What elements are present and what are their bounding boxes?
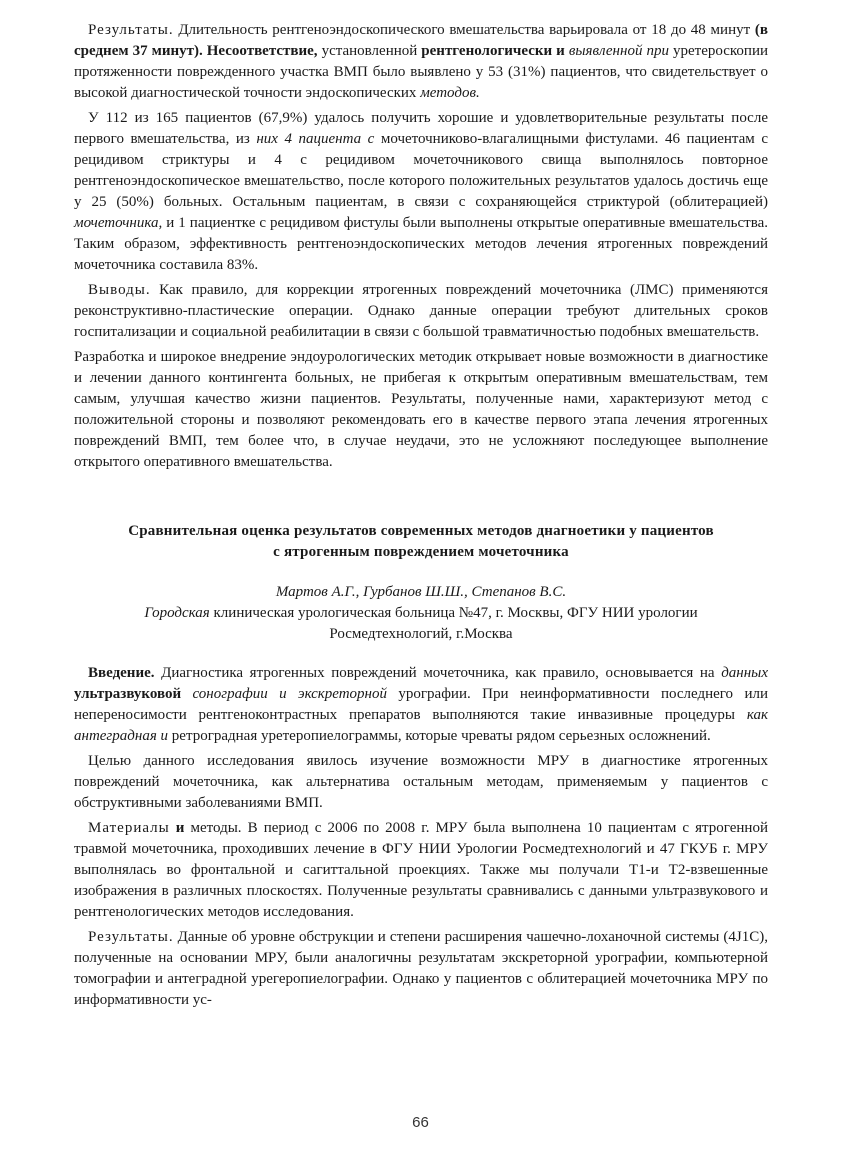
document-page bbox=[74, 20, 768, 1015]
article-title-line-2: с ятрогенным повреждением мочеточника bbox=[273, 544, 569, 560]
section-lead: Материалы bbox=[88, 820, 170, 836]
section-lead: Результаты. bbox=[88, 929, 174, 945]
paragraph-methods: Материалы и методы. В период с 2006 по 2008 г. МРУ была выполнена 10 пациентам с ятрогенной травмой мочеточника, проходивших лечение в ФГУ НИИ Урологии Росмедтехнологий и 47 ГКУБ г. МРУ выполнялась во фронтальной и сагиттальной проекциях. Также мы получали Т1-и Т2-взвешенные изображения в различных плоскостях. Полученные результаты сравнивались с данными ультразвукового и рентгенологических методов исследования. bbox=[74, 820, 768, 920]
paragraph-introduction: Введение. Диагностика ятрогенных повреждений мочеточника, как правило, основывается на данных ультразвуковой сонографии и экскреторной урографии. При неинформативности последнего или непереносимости рентгеноконтрастных препаратов выполняются такие инвазивные процедуры как антеградная и ретроградная уретеропиелограммы, которые чреваты рядом серьезных осложнений. bbox=[74, 665, 768, 744]
section-lead: Введение. bbox=[88, 665, 155, 681]
article-title-line-1: Сравнительная оценка результатов современных методов днагноетики у пациентов bbox=[128, 523, 714, 539]
article-authors: Мартов А.Г., Гурбанов Ш.Ш., Степанов В.С. bbox=[275, 584, 567, 600]
section-lead: Результаты. bbox=[88, 22, 174, 38]
paragraph-conclusions: Выводы. Как правило, для коррекции ятрогенных повреждений мочеточника (ЛМС) применяются реконструктивно-пластические операции. Однако данные операции требуют длительных сроков госпитализации и социальной реабилитации в связи с большой травматичностью подобных вмешательств. bbox=[74, 282, 768, 340]
paragraph-results-article: Результаты. Данные об уровне обструкции и степени расширения чашечно-лоханочной системы (4J1C), полученные на основании МРУ, были аналогичны результатам экскреторной урографии, компьютерной томографии и антеградной урегеропиелографии. Однако у пациентов с облитерацией мочеточника МРУ по информативности ус- bbox=[74, 929, 768, 1008]
page-number: 66 bbox=[412, 1114, 429, 1131]
article-affiliation-line-2: Росмедтехнологий, г.Москва bbox=[329, 626, 513, 642]
paragraph-results-1: Результаты. Длительность рентгеноэндоскопического вмешательства варьировала от 18 до 48 минут (в среднем 37 минут). Несоответствие, установленной рентгенологически и выявленной при уретероскопии протяженности поврежденного участка ВМП было выявлено у 53 (31%) пациентов, что свидетельствует о высокой диагностической точности эндоскопических методов. bbox=[74, 22, 768, 101]
paragraph-results-2: У 112 из 165 пациентов (67,9%) удалось получить хорошие и удовлетворительные результаты после первого вмешательства, из них 4 пациента с мочеточниково-влагалищными фистулами. 46 пациентам с рецидивом стриктуры и 4 с рецидивом мочеточникового свища выполнялось повторное рентгеноэндоскопическое вмешательство, после которого положительных результатов удалось достичь еще у 25 (50%) больных. Остальным пациентам, в связи с сохраняющейся стриктурой (облитерацией) мочеточника, и 1 пациентке с рецидивом фистулы были выполнены открытые оперативные вмешательства. Таким образом, эффективность рентгеноэндоскопических методов лечения ятрогенных повреждений мочеточника составила 83%. bbox=[74, 110, 768, 273]
paragraph-conclusions-2: Разработка и широкое внедрение эндоурологических методик открывает новые возможности в диагностике и лечении данного контингента больных, не прибегая к открытым оперативным вмешательствам, тем самым, улучшая качество жизни пациентов. Результаты, полученные нами, характеризуют метод с положительной стороны и позволяют рекомендовать его в качестве первого этапа лечения ятрогенных повреждений ВМП, тем более что, в случае неудачи, это не усложняют последующее выполнение открытого оперативного вмешательства. bbox=[74, 349, 768, 470]
article-affiliation-line-1: Городская клиническая урологическая больница №47, г. Москвы, ФГУ НИИ урологии bbox=[144, 605, 698, 621]
section-lead: Выводы. bbox=[88, 282, 151, 298]
paragraph-aim: Целью данного исследования явилось изучение возможности МРУ в диагностике ятрогенных повреждений мочеточника, как альтернатива остальным методам, применяемым у пациентов с обструктивными заболеваниями ВМП. bbox=[74, 753, 768, 811]
